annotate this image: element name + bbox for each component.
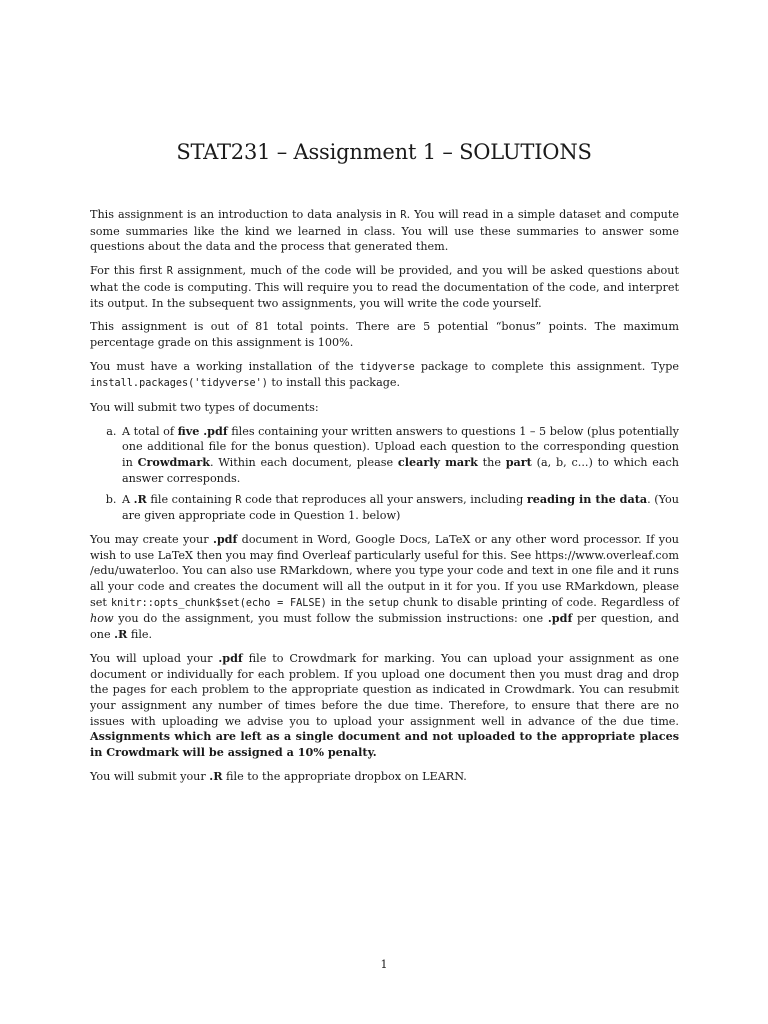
- document-title: STAT231 – Assignment 1 – SOLUTIONS: [176, 140, 592, 164]
- bold-run: .pdf: [547, 611, 573, 626]
- list-item-r-file: [120, 492, 679, 524]
- text-run: file.: [127, 628, 153, 642]
- text-run: file to the appropriate dropbox on LEARN.: [222, 769, 467, 783]
- code-knitr: knitr::opts_chunk$set(echo = FALSE): [110, 597, 327, 609]
- bold-run: clearly mark: [397, 455, 478, 470]
- crowdmark-paragraph: [90, 651, 679, 761]
- code-r: R: [400, 210, 407, 221]
- text-run: you do the assignment, you must follow the submission instructions: one: [113, 612, 548, 626]
- text-run: For this first: [90, 264, 167, 278]
- bold-run: reading in the data: [526, 491, 648, 506]
- text-run: You must have a working installation of the: [90, 359, 360, 373]
- code-setup: setup: [368, 597, 399, 609]
- list-item-pdf: [120, 424, 679, 487]
- text-run: files containing your written answers to questions 1 – 5 below (plus potentially one additional file for the bonus question). Upload each question to the corresponding question in: [122, 424, 679, 470]
- text-run: You will submit your: [90, 769, 210, 783]
- penalty-warning: Assignments which are left as a single document and not uploaded to the appropriate places in Crowdmark will be assigned a 10% penalty.: [90, 729, 679, 760]
- code-install: install.packages('tidyverse'): [90, 378, 268, 390]
- text-run: in the: [326, 595, 369, 609]
- bold-run: part: [505, 455, 532, 470]
- code-r: R: [235, 494, 242, 506]
- text-run: . (You are given appropriate code in Question 1. below): [122, 492, 679, 523]
- grading-paragraph: This assignment is out of 81 total points. There are 5 potential “bonus” points. The maximum percentage grade on this assignment is 100%.: [90, 320, 679, 349]
- text-run: You will upload your: [90, 651, 219, 665]
- install-paragraph: [90, 359, 679, 392]
- text-run: . Within each document, please: [210, 456, 398, 470]
- code-tidyverse: tidyverse: [359, 361, 415, 373]
- word-processor-paragraph: [90, 532, 679, 643]
- bold-run: .pdf: [218, 650, 243, 665]
- text-run: document in Word, Google Docs, LaTeX or any other word processor. If you wish to use LaTeX then you may find Overleaf particularly useful for this. See https://www.overleaf.com /edu/uwaterloo. You can also use RMarkdown, where you type your code and text in one file and it runs all your code and creates the document will all the output in it for you. If you use RMarkdown, please set: [90, 532, 680, 609]
- text-run: assignment, much of the code will be provided, and you will be asked questions about what the code is computing. This will require you to read the documentation of the code, and interpret its output. In the subsequent two assignments, you will write the code yourself.: [90, 264, 679, 310]
- bold-run: Crowdmark: [137, 455, 211, 470]
- text-run: You may create your: [90, 532, 213, 546]
- text-run: file containing: [146, 492, 236, 506]
- text-run: A: [122, 492, 134, 506]
- document-body: [90, 207, 679, 793]
- bold-run: .R: [209, 768, 223, 783]
- text-run: file to Crowdmark for marking. You can upload your assignment as one document or individually for each problem. If you upload one document then you must drag and drop the pages for each problem to the appropriate question as indicated in Crowdmark. You can resubmit your assignment any number of times before the due time. Therefore, to ensure that there are no issues with uploading we advise you to upload your assignment well in advance of the due time.: [90, 651, 679, 728]
- bold-run: .R: [114, 627, 128, 642]
- bold-run: .R: [133, 491, 147, 506]
- text-run: A total of: [122, 424, 178, 438]
- text-run: per question, and one: [90, 612, 680, 642]
- italic-run: how: [90, 612, 114, 626]
- documents-intro: You will submit two types of documents:: [90, 401, 319, 415]
- dropbox-paragraph: [90, 769, 679, 785]
- page-number: 1: [380, 958, 388, 971]
- bold-run: five .pdf: [177, 423, 228, 438]
- bold-run: .pdf: [212, 531, 238, 546]
- text-run: code that reproduces all your answers, including: [241, 492, 527, 506]
- text-run: This assignment is an introduction to data analysis in: [90, 208, 401, 221]
- code-r: R: [166, 266, 173, 278]
- code-provided-paragraph: [90, 263, 679, 311]
- document-types-list: [90, 424, 679, 524]
- text-run: to install this package.: [267, 376, 401, 390]
- text-run: (a, b, c...) to which each answer corresponds.: [122, 456, 679, 485]
- text-run: package to complete this assignment. Type: [414, 359, 679, 373]
- text-run: . You will read in a simple dataset and compute some summaries like the kind we learned in class. You will use these summaries to answer some questions about the data and the process that generated them.: [90, 208, 679, 254]
- text-run: chunk to disable printing of code. Regardless of: [398, 595, 680, 609]
- text-run: the: [477, 456, 506, 470]
- intro-paragraph: [90, 207, 679, 255]
